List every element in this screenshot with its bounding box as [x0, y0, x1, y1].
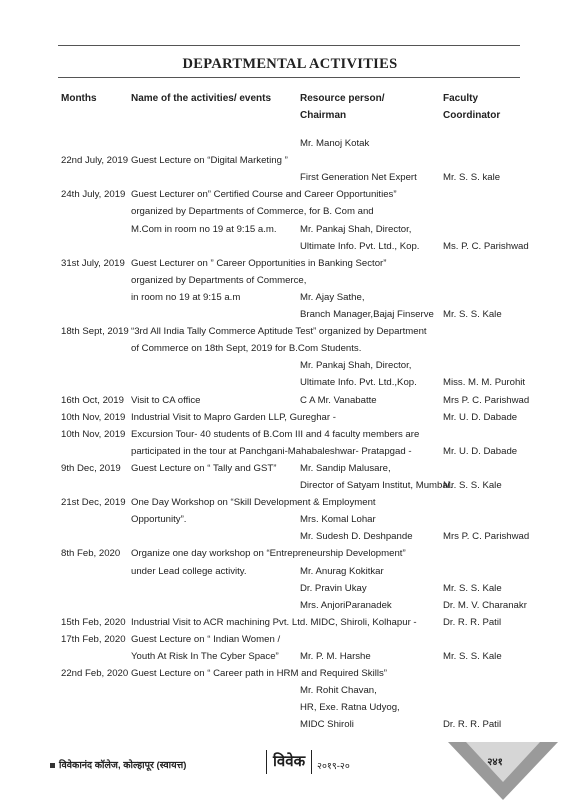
cell-month: 10th Nov, 2019: [61, 411, 126, 423]
cell-activity: One Day Workshop on “Skill Development & Employment: [131, 497, 376, 509]
divider: [266, 750, 267, 774]
cell-month: 21st Dec, 2019: [61, 497, 126, 509]
cell-faculty: Mrs P. C. Parishwad: [443, 531, 530, 543]
table-row: [0, 392, 580, 409]
cell-resource: Mr. Ajay Sathe,: [300, 291, 365, 303]
cell-resource: Dr. Pravin Ukay: [300, 582, 367, 594]
cell-faculty: Mr. S. S. kale: [443, 172, 501, 184]
title-underline: [58, 77, 520, 78]
cell-month: 16th Oct, 2019: [61, 394, 124, 406]
cell-activity: in room no 19 at 9:15 a.m: [131, 291, 241, 303]
cell-faculty: Mr. S. S. Kale: [443, 582, 502, 594]
cell-activity: Visit to CA office: [131, 394, 201, 406]
cell-activity: Guest Lecture on “ Indian Women /: [131, 633, 281, 645]
table-row: [0, 460, 580, 477]
cell-activity: organized by Departments of Commerce,: [131, 274, 307, 286]
footer-year: २०१९-२०: [317, 761, 350, 772]
cell-resource: Ultimate Info. Pvt. Ltd.,Kop.: [300, 377, 417, 389]
cell-faculty: Mr. S. S. Kale: [443, 651, 502, 662]
header-faculty-line2: Coordinator: [443, 110, 501, 121]
cell-faculty: Mr. U. D. Dabade: [443, 445, 518, 457]
cell-resource: Mr. Manoj Kotak: [300, 138, 370, 149]
page-title: DEPARTMENTAL ACTIVITIES: [182, 56, 398, 72]
cell-faculty: Mrs P. C. Parishwad: [443, 394, 530, 406]
cell-activity: M.Com in room no 19 at 9:15 a.m.: [131, 223, 277, 235]
table-row: [0, 443, 580, 460]
table-row: [0, 716, 580, 733]
table-row: [0, 186, 580, 203]
cell-faculty: Dr. M. V. Charanakr: [443, 599, 527, 611]
cell-month: 24th July, 2019: [61, 189, 126, 201]
cell-activity: Industrial Visit to Mapro Garden LLP, Gureghar -: [131, 411, 336, 423]
footer-college: [50, 758, 186, 771]
header-faculty-line1: Faculty: [443, 93, 479, 104]
table-row: [0, 494, 580, 511]
table-row: [0, 597, 580, 614]
cell-resource: Mr. Pankaj Shah, Director,: [300, 360, 412, 372]
table-row: [0, 648, 580, 665]
cell-activity: “3rd All India Tally Commerce Aptitude Test” organized by Department: [131, 326, 427, 338]
cell-activity: Guest Lecture on “Digital Marketing ”: [131, 155, 288, 167]
cell-resource: Mrs. AnjoriParanadek: [300, 599, 392, 611]
cell-activity: Youth At Risk In The Cyber Space”: [131, 651, 279, 662]
cell-month: 9th Dec, 2019: [61, 462, 121, 474]
table-row: [0, 169, 580, 186]
table-row: [0, 323, 580, 340]
table-row: [0, 699, 580, 716]
cell-activity: of Commerce on 18th Sept, 2019 for B.Com Students.: [131, 343, 362, 355]
table-row: [0, 545, 580, 562]
cell-faculty: Dr. R. R. Patil: [443, 616, 502, 628]
cell-faculty: Mr. S. S. Kale: [443, 309, 502, 320]
cell-month: 15th Feb, 2020: [61, 616, 126, 628]
table-row: [0, 528, 580, 545]
divider: [311, 750, 312, 774]
cell-activity: Guest Lecture on “ Career path in HRM and Required Skills”: [131, 668, 387, 680]
cell-faculty: Dr. R. R. Patil: [443, 719, 502, 731]
table-row: [0, 477, 580, 494]
table-row: [0, 614, 580, 631]
cell-resource: Mr. Anurag Kokitkar: [300, 565, 384, 577]
header-activity: Name of the activities/ events: [131, 93, 272, 104]
cell-resource: Ultimate Info. Pvt. Ltd., Kop.: [300, 240, 420, 252]
cell-month: 22nd Feb, 2020: [61, 668, 129, 680]
bullet-square-icon: [50, 763, 55, 768]
cell-month: 18th Sept, 2019: [61, 326, 129, 338]
header-resource-line2: Chairman: [300, 110, 347, 121]
table-row: [0, 426, 580, 443]
table-row: [0, 631, 580, 648]
cell-resource: Branch Manager,Bajaj Finserve: [300, 309, 434, 320]
table-row: [0, 409, 580, 426]
cell-resource: Mr. Sandip Malusare,: [300, 462, 391, 474]
page-number: २४१: [487, 757, 503, 768]
cell-activity: Guest Lecture on “ Tally and GST”: [131, 462, 277, 474]
header-resource: [300, 90, 384, 124]
table-row: [0, 563, 580, 580]
page-number-triangle-icon: [448, 742, 558, 800]
cell-resource: Mr. Sudesh D. Deshpande: [300, 531, 413, 543]
cell-resource: First Generation Net Expert: [300, 172, 417, 184]
top-rule: [58, 45, 520, 46]
cell-faculty: Miss. M. M. Purohit: [443, 377, 526, 389]
cell-month: 17th Feb, 2020: [61, 633, 126, 645]
table-row: [0, 272, 580, 289]
header-months: Months: [61, 93, 97, 104]
cell-resource: Mrs. Komal Lohar: [300, 514, 376, 526]
cell-month: 31st July, 2019: [61, 257, 125, 269]
cell-activity: participated in the tour at Panchgani-Mahabaleshwar- Pratapgad -: [131, 445, 412, 457]
header-faculty: [443, 90, 500, 124]
table-row: [0, 511, 580, 528]
cell-activity: Excursion Tour- 40 students of B.Com III and 4 faculty members are: [131, 428, 420, 440]
cell-activity: Organize one day workshop on “Entrepreneurship Development”: [131, 548, 406, 560]
footer-magazine-name: विवेक: [273, 752, 306, 770]
cell-resource: Mr. Rohit Chavan,: [300, 685, 377, 697]
table-row: [0, 255, 580, 272]
cell-resource: C A Mr. Vanabatte: [300, 394, 377, 406]
table-row: [0, 580, 580, 597]
cell-activity: Guest Lecturer on ” Career Opportunities in Banking Sector”: [131, 257, 387, 269]
table-row: [0, 682, 580, 699]
cell-month: 10th Nov, 2019: [61, 428, 126, 440]
cell-faculty: Ms. P. C. Parishwad: [443, 240, 529, 252]
cell-activity: Guest Lecturer on” Certified Course and Career Opportunities”: [131, 189, 397, 201]
table-row: [0, 203, 580, 220]
footer-magazine: [260, 750, 318, 774]
cell-activity: under Lead college activity.: [131, 565, 247, 577]
cell-resource: HR, Exe. Ratna Udyog,: [300, 702, 400, 714]
table-row: [0, 221, 580, 238]
table-row: [0, 306, 580, 323]
cell-activity: Industrial Visit to ACR machining Pvt. Ltd. MIDC, Shiroli, Kolhapur -: [131, 616, 417, 628]
table-row: [0, 152, 580, 169]
table-row: [0, 135, 580, 152]
cell-faculty: Mr. S. S. Kale: [443, 480, 502, 491]
table-row: [0, 374, 580, 391]
cell-month: 8th Feb, 2020: [61, 548, 121, 560]
cell-month: 22nd July, 2019: [61, 155, 129, 167]
table-row: [0, 665, 580, 682]
cell-activity: Opportunity”.: [131, 514, 187, 526]
cell-resource: MIDC Shiroli: [300, 719, 354, 731]
cell-resource: Mr. Pankaj Shah, Director,: [300, 223, 412, 235]
cell-resource: Mr. P. M. Harshe: [300, 651, 371, 662]
cell-activity: organized by Departments of Commerce, for B. Com and: [131, 206, 374, 218]
header-resource-line1: Resource person/: [300, 93, 385, 104]
cell-resource: Director of Satyam Institut, Mumbai.: [300, 480, 453, 491]
table-row: [0, 340, 580, 357]
page-footer: [0, 742, 580, 800]
table-row: [0, 289, 580, 306]
cell-faculty: Mr. U. D. Dabade: [443, 411, 518, 423]
footer-college-name: विवेकानंद कॉलेज, कोल्हापूर (स्वायत्त): [59, 760, 187, 771]
table-row: [0, 357, 580, 374]
table-row: [0, 238, 580, 255]
